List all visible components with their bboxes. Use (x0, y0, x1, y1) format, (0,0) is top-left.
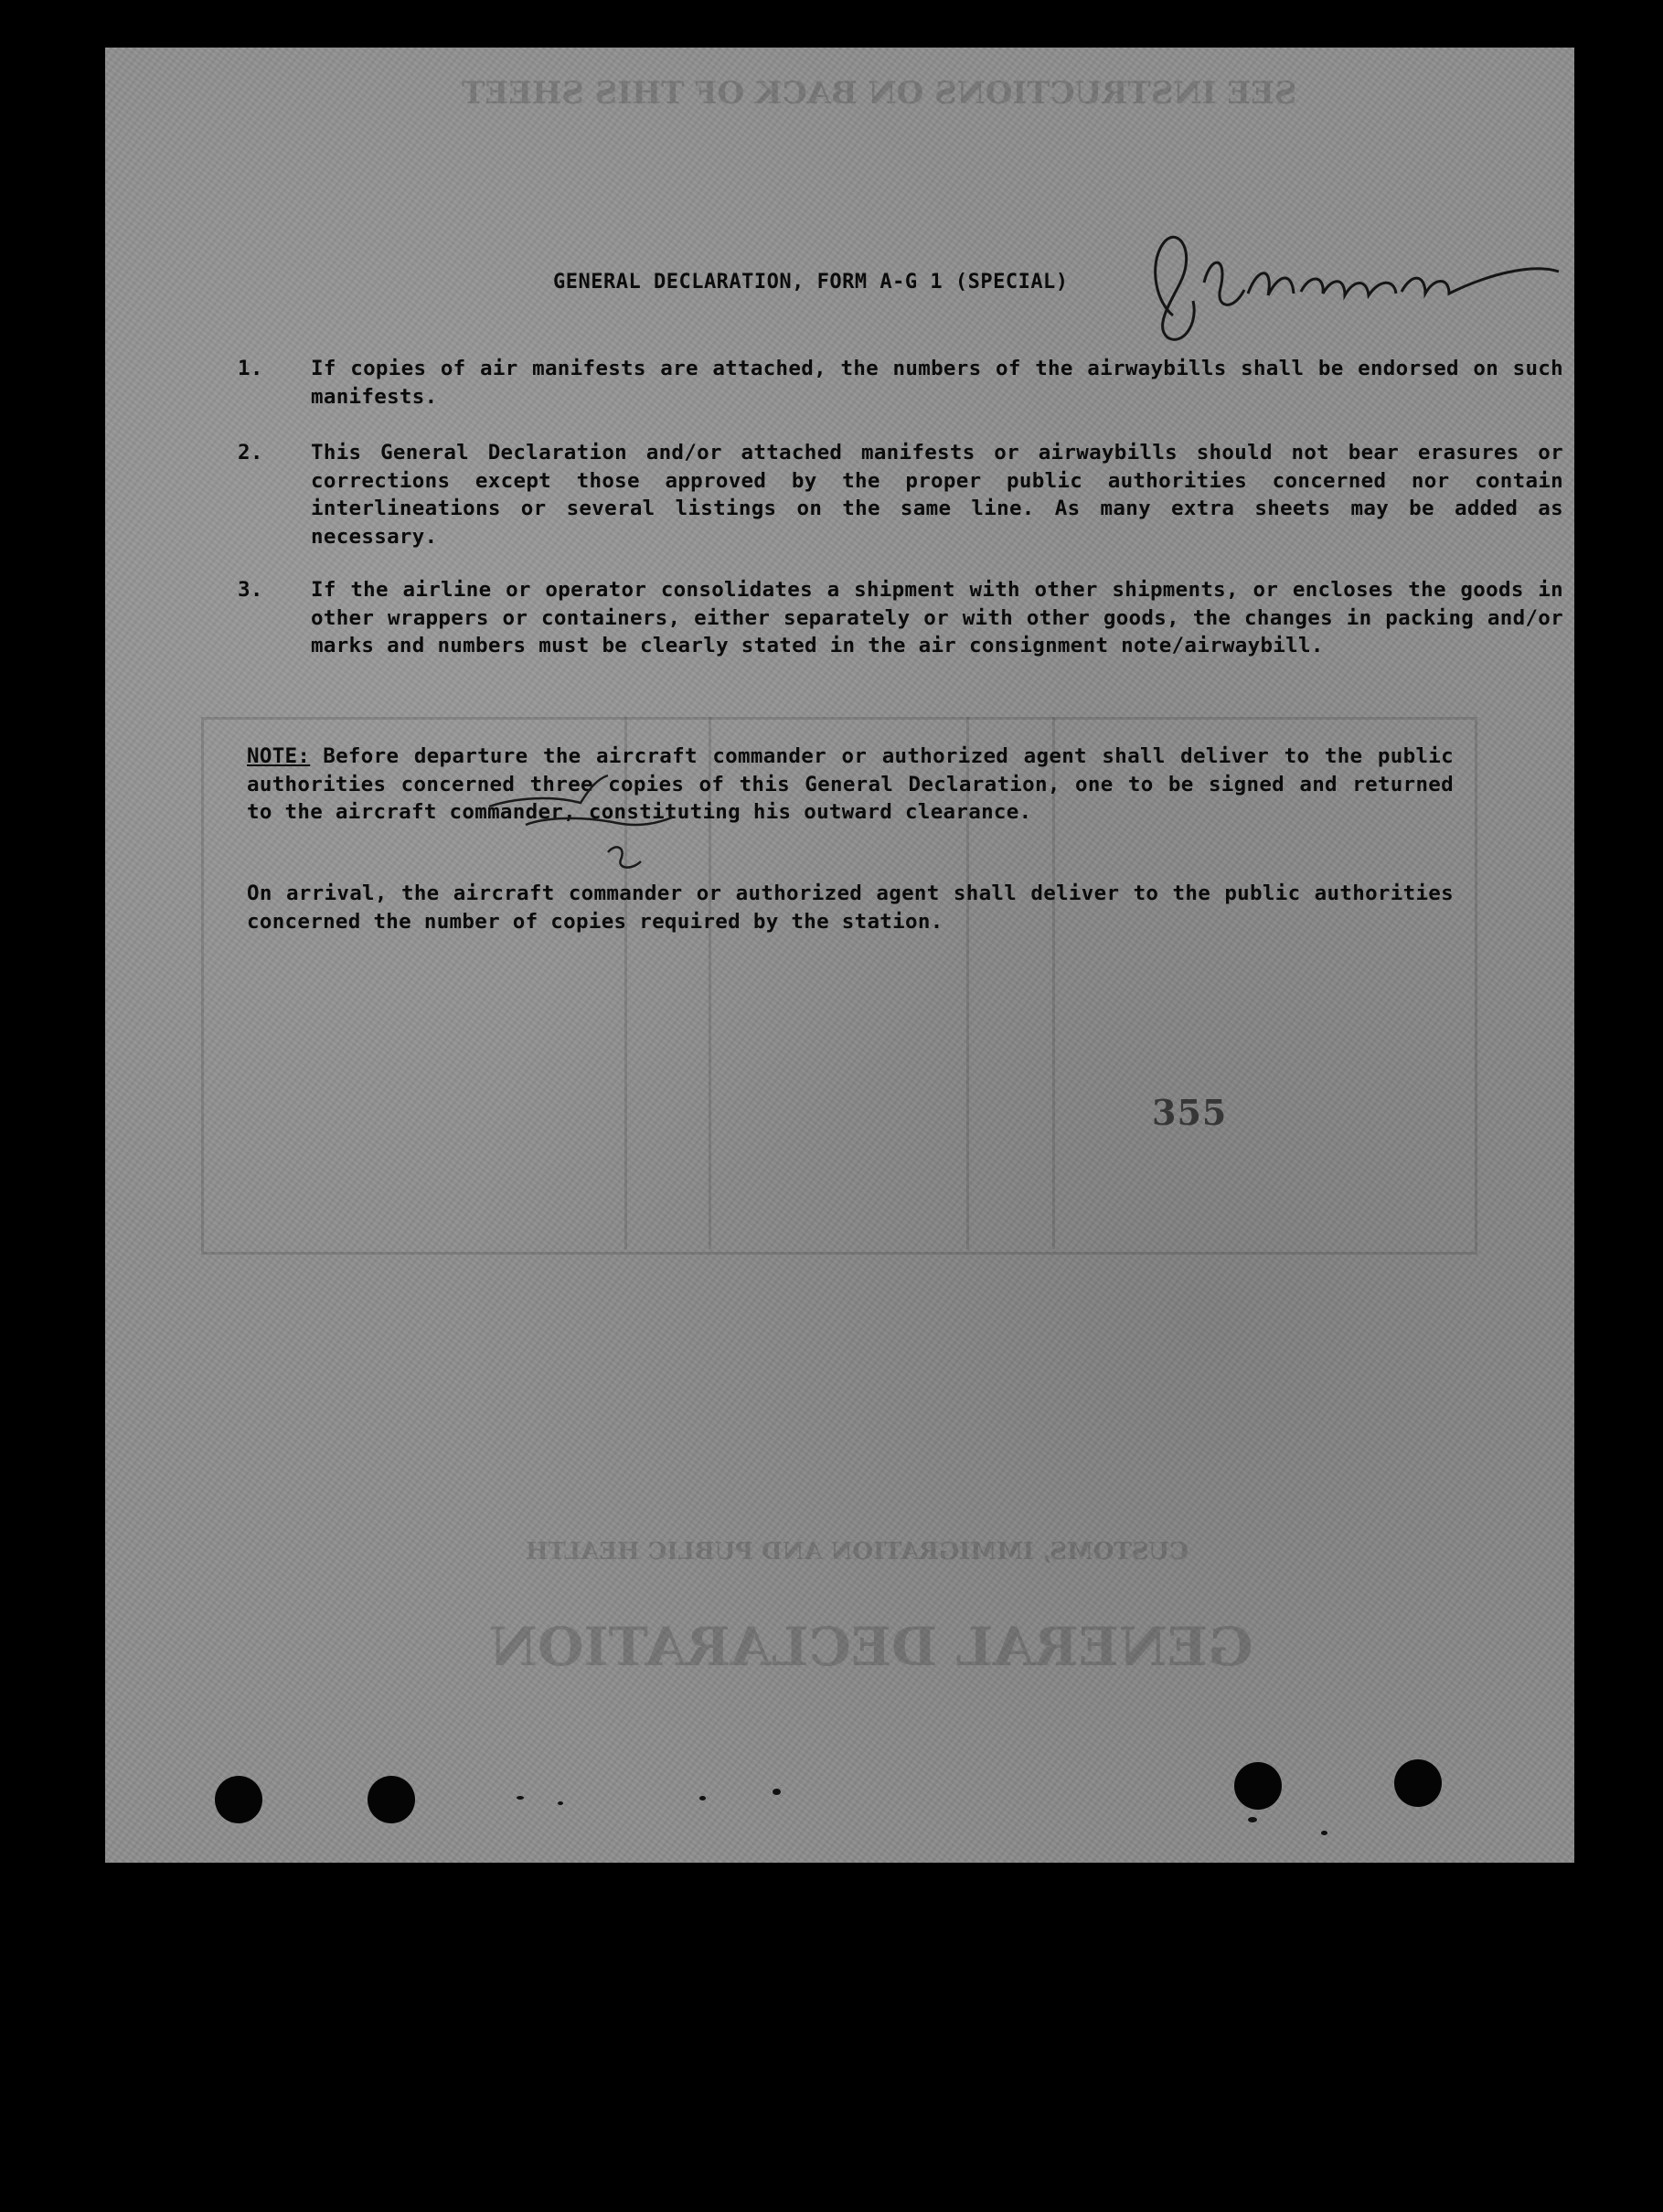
punch-hole (1234, 1762, 1282, 1810)
note-text: On arrival, the aircraft commander or authorized agent shall deliver to the public authorities concerned the number of copies required by the station. (247, 882, 1454, 934)
note-paragraph (247, 743, 1454, 827)
ink-speck (558, 1801, 563, 1805)
note-text: Before departure the aircraft commander or authorized agent shall deliver to the public authorities concerned three copies of this General Declaration, one to be signed and returned to the aircraft commander, constituting his outward clearance. (247, 744, 1454, 824)
stamp-number: 355 (1152, 1092, 1228, 1133)
bleed-through-subtitle: CUSTOMS, IMMIGRATION AND PUBLIC HEALTH (526, 1538, 1189, 1565)
bleed-through-header: SEE INSTRUCTIONS ON BACK OF THIS SHEET (462, 75, 1297, 112)
instruction-item (238, 439, 1563, 550)
instruction-item (238, 355, 1563, 411)
ink-speck (699, 1796, 706, 1801)
instruction-text: If copies of air manifests are attached, the numbers of the airwaybills shall be endorsed on such manifests. (311, 357, 1563, 409)
handwritten-signature (1065, 217, 1563, 349)
ink-speck (1248, 1817, 1257, 1822)
punch-hole (1394, 1759, 1442, 1807)
punch-hole (368, 1776, 415, 1823)
instruction-number: 1. (238, 357, 263, 380)
instruction-text: This General Declaration and/or attached manifests or airwaybills should not bear erasures or corrections except those approved by the proper public authorities concerned nor contain interlineations or several listings on the same line. As many extra sheets may be added as necessary. (311, 441, 1563, 549)
ink-speck (517, 1796, 524, 1800)
note-paragraph (247, 880, 1454, 935)
instruction-item (238, 576, 1563, 660)
ink-speck (773, 1789, 781, 1795)
page-title: GENERAL DECLARATION, FORM A-G 1 (SPECIAL) (553, 271, 1069, 294)
instruction-number: 3. (238, 578, 263, 602)
ink-speck (1321, 1831, 1327, 1835)
instruction-text: If the airline or operator consolidates a shipment with other shipments, or encloses the goods in other wrappers or containers, either separately or with other goods, the changes in packing and/or marks and numbers must be clearly stated in the air consignment note/airwaybill. (311, 578, 1563, 657)
instruction-number: 2. (238, 441, 263, 465)
note-label: NOTE: (247, 744, 311, 768)
handwritten-initials (471, 770, 699, 893)
document-page (105, 48, 1574, 1863)
bleed-through-title: GENERAL DECLARATION (489, 1616, 1253, 1678)
punch-hole (215, 1776, 262, 1823)
